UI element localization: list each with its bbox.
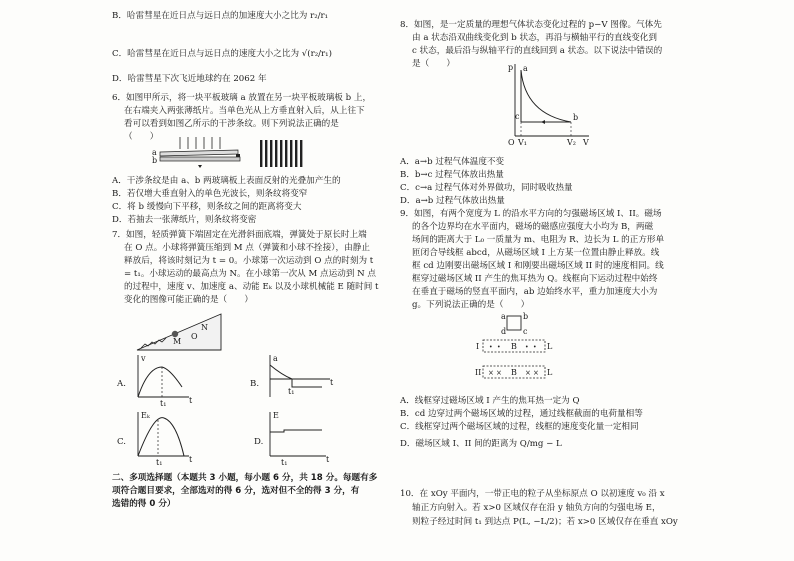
- q7-line-5: 的过程中，速度 v、加速度 a、动能 Eₖ 以及小球机械能 E 随时间 t: [124, 282, 379, 292]
- graph-b: [266, 353, 336, 403]
- svg-text:×: ×: [488, 369, 494, 377]
- state-a-label: a: [523, 64, 528, 73]
- q9-line-3: 场间的距离大于 L₀ 一质量为 m、电阻为 R、边长为 L 的正方形单: [412, 235, 665, 245]
- q8-option-d: D．a→b 过程气体放出热量: [400, 196, 505, 206]
- region-1-label: I: [476, 342, 480, 351]
- q10-line-3: 则粒子经过时间 t₁ 到达点 P(L, −L/2)；若 x>0 区域仅存在垂直 xOy: [412, 517, 678, 527]
- plate-a-label: a: [152, 148, 157, 157]
- svg-text:×: ×: [533, 369, 539, 377]
- graph-c-tag: C.: [117, 437, 127, 447]
- q8-option-c: C．c→a 过程气体对外界做功，同时吸收热量: [400, 183, 573, 193]
- q6-line-2: 在右端夹入两张薄纸片。当单色光从上方垂直射入后，从上往下: [124, 106, 365, 116]
- section-2-heading: 二、多项选择题（本题共 3 小题，每小题 6 分，共 18 分。每题有多: [112, 473, 378, 483]
- frame-a-label: a: [501, 312, 506, 321]
- q6-interference-figure: [150, 135, 310, 170]
- region-2-width-label: L: [547, 368, 553, 377]
- point-n-label: N: [201, 323, 208, 332]
- q7-incline-figure: [135, 312, 225, 354]
- graph-a-tag: A.: [117, 379, 126, 389]
- graph-b-t1: t₁: [288, 387, 295, 396]
- graph-c-tlabel: t: [189, 455, 193, 464]
- q9-option-b: B．cd 边穿过两个磁场区域的过程，通过线框截面的电荷量相等: [400, 409, 643, 419]
- isotherm-ab: [521, 70, 571, 122]
- point-m-label: M: [173, 337, 182, 346]
- q9-line-5: 框 cd 边刚要出磁场区域 I 和刚要出磁场区域 II 时的速度相同。线: [412, 261, 664, 271]
- q8-pv-graph: [505, 62, 595, 147]
- q6-option-a: A．干涉条纹是由 a、b 两玻璃板上表面反射的光叠加产生的: [112, 176, 341, 186]
- graph-b-curve: [270, 365, 322, 387]
- graph-d-tag: D.: [254, 437, 264, 447]
- state-b-label: b: [573, 113, 579, 122]
- q7-line-6: 变化的图像可能正确的是（ ）: [124, 295, 253, 305]
- svg-text:•: •: [497, 344, 501, 351]
- graph-a-tlabel: t: [189, 396, 193, 405]
- graph-d-ylabel: E: [273, 411, 279, 420]
- region-2-field-label: B: [511, 368, 517, 377]
- section-2-line-2: 项符合题目要求，全部选对的得 6 分，选对但不全的得 3 分，有: [112, 486, 360, 496]
- state-c-label: c: [515, 112, 520, 121]
- q10-line-2: 轴正方向射入。若 x>0 区域仅存在沿 y 轴负方向的匀强电场 E，: [412, 503, 661, 513]
- graph-b-ylabel: a: [273, 354, 278, 363]
- point-o-label: O: [191, 332, 198, 341]
- p-axis-label: p: [508, 63, 514, 72]
- v1-label: V₁: [518, 138, 527, 147]
- graph-d-t1: t₁: [281, 458, 288, 467]
- q6-line-4: （ ）: [124, 132, 159, 142]
- graph-a: [134, 353, 194, 408]
- plate-b-label: b: [152, 156, 158, 165]
- q9-magnetic-field-figure: [475, 310, 565, 390]
- incident-light-arrows: [180, 137, 220, 149]
- q9-option-a: A．线框穿过磁场区域 I 产生的焦耳热一定为 Q: [400, 396, 580, 406]
- graph-b-tag: B.: [250, 379, 260, 389]
- q6-option-c: C．将 b 缓慢向下平移，则条纹之间的距离将变大: [112, 202, 302, 212]
- graph-c-curve: [138, 418, 184, 456]
- q6-option-d: D．若抽去一张薄纸片，则条纹将变密: [112, 215, 257, 225]
- wire-frame: [507, 316, 521, 330]
- graph-d: [266, 410, 334, 467]
- frame-d-label: d: [501, 327, 507, 336]
- paper-sheets: [236, 154, 240, 157]
- svg-text:×: ×: [496, 369, 502, 377]
- region-1-field-label: B: [511, 342, 517, 351]
- frame-c-label: c: [523, 327, 528, 336]
- graph-b-tlabel: t: [330, 378, 334, 387]
- q8-line-4: 是（ ）: [412, 59, 455, 69]
- graph-d-curve: [270, 430, 322, 432]
- graph-c-t1: t₁: [156, 458, 163, 467]
- svg-text:•: •: [525, 344, 529, 351]
- q8-option-a: A．a→b 过程气体温度不变: [400, 157, 505, 167]
- svg-text:•: •: [489, 344, 493, 351]
- q7-line-1: 7．如图，轻质弹簧下端固定在光滑斜面底端，弹簧处于原长时上端: [112, 230, 367, 240]
- graph-a-ylabel: v: [141, 354, 146, 363]
- q9-line-4: 匝闭合导线框 abcd，从磁场区域 I 上方某一位置由静止释放。线: [412, 248, 660, 258]
- q6-line-3: 看可以看到如图乙所示的干涉条纹。则下列说法正确的是: [124, 119, 339, 129]
- graph-a-t1: t₁: [160, 399, 167, 408]
- frame-b-label: b: [523, 312, 529, 321]
- graph-a-curve: [138, 367, 182, 397]
- region-1-width-label: L: [547, 342, 553, 351]
- q9-line-2: 的各个边界均在水平面内，磁场的磁感应强度大小均为 B，两磁: [412, 222, 654, 232]
- viewer-marker: [198, 165, 202, 168]
- q9-option-d: D．磁场区域 I、II 间的距离为 Q/mg − L: [400, 439, 562, 449]
- q9-option-c: C．线框穿过两个磁场区域的过程，线框的速度变化量一定相同: [400, 422, 639, 432]
- q7-line-3: 释放后，将该时刻记为 t = 0。小球第一次运动到 O 点的时刻为 t: [124, 256, 374, 266]
- q9-line-8: g。下列说法正确的是（ ）: [412, 300, 530, 310]
- graph-c: [134, 410, 194, 467]
- q6-line-1: 6．如图甲所示，将一块平板玻璃 a 放置在另一块平板玻璃板 b 上，: [112, 93, 372, 103]
- origin-label: O: [508, 138, 515, 147]
- svg-text:×: ×: [525, 369, 531, 377]
- q8-line-3: c 状态，最后沿与纵轴平行的直线回到 a 状态。以下说法中错误的: [412, 46, 663, 56]
- q5-option-c: C．哈雷彗星在近日点与远日点的速度大小之比为 √(r₂/r₁): [112, 49, 332, 59]
- q5-option-d: D．哈雷彗星下次飞近地球约在 2062 年: [112, 74, 267, 84]
- q7-line-2: 在 O 点。小球将弹簧压缩到 M 点（弹簧和小球不拴接），由静止: [124, 243, 370, 253]
- q9-line-6: 框穿过磁场区域 II 产生的焦耳热为 Q。线框向下运动过程中始终: [412, 274, 658, 284]
- glass-plate-a: [160, 150, 238, 156]
- q9-line-1: 9．如图，有两个宽度为 L 的沿水平方向的匀强磁场区域 I、II。磁场: [400, 209, 662, 219]
- interference-fringes: [260, 140, 302, 167]
- q8-option-b: B．b→c 过程气体放出热量: [400, 170, 504, 180]
- graph-d-tlabel: t: [326, 455, 330, 464]
- v-axis-label: V: [583, 138, 589, 147]
- section-2-line-3: 选错的得 0 分）: [112, 499, 176, 509]
- q6-option-b: B．若仅增大垂直射入的单色光波长，则条纹将变窄: [112, 189, 308, 199]
- q5-option-b: B．哈雷彗星在近日点与远日点的加速度大小之比为 r₂/r₁: [112, 11, 329, 21]
- v2-label: V₂: [567, 138, 576, 147]
- q9-line-7: 在垂直于磁场的竖直平面内，ab 边始终水平，重力加速度大小为: [412, 287, 658, 297]
- q8-line-1: 8．如图，是一定质量的理想气体状态变化过程的 p−V 图像。气体先: [400, 20, 662, 30]
- q8-line-2: 由 a 状态沿双曲线变化到 b 状态，再沿与横轴平行的直线变化到: [412, 33, 657, 43]
- glass-plate-b: [160, 157, 240, 161]
- region-2-label: II: [475, 368, 482, 377]
- q7-line-4: = t₁。小球运动的最高点为 N。在小球第一次从 M 点运动到 N 点: [124, 269, 376, 279]
- graph-c-ylabel: Eₖ: [141, 411, 150, 420]
- q10-line-1: 10．在 xOy 平面内，一带正电的粒子从坐标原点 O 以初速度 v₀ 沿 x: [400, 489, 665, 499]
- svg-text:•: •: [533, 344, 537, 351]
